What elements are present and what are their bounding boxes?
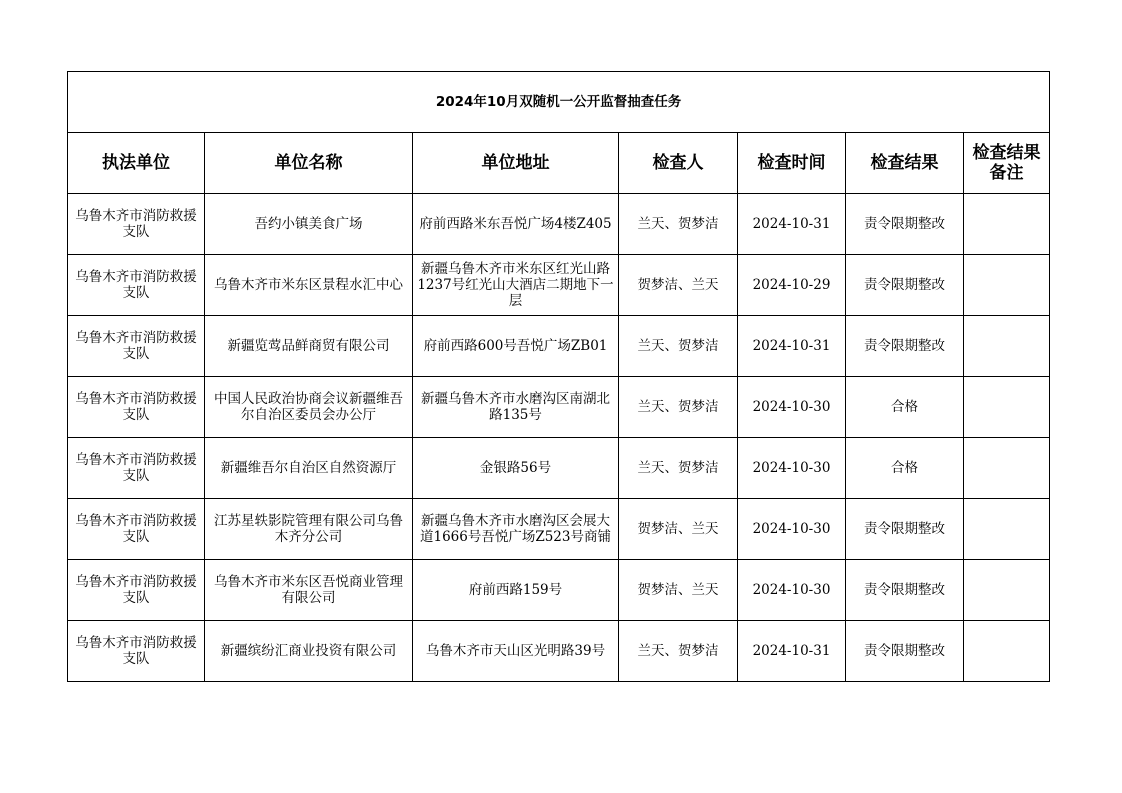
result-remark-cell bbox=[964, 316, 1050, 377]
result-remark-cell bbox=[964, 255, 1050, 316]
inspection-date-cell: 2024-10-31 bbox=[738, 194, 846, 255]
table-row bbox=[68, 316, 1050, 377]
enforcement-unit-cell: 乌鲁木齐市消防救援支队 bbox=[68, 621, 205, 682]
header-inspection-date: 检查时间 bbox=[738, 133, 846, 194]
inspection-date-cell: 2024-10-30 bbox=[738, 377, 846, 438]
table-row bbox=[68, 499, 1050, 560]
inspector-cell: 贺梦洁、兰天 bbox=[619, 560, 738, 621]
result-remark-cell bbox=[964, 499, 1050, 560]
inspection-result-cell: 责令限期整改 bbox=[846, 316, 964, 377]
inspection-result-cell: 责令限期整改 bbox=[846, 560, 964, 621]
header-unit-name: 单位名称 bbox=[205, 133, 413, 194]
inspector-cell: 贺梦洁、兰天 bbox=[619, 499, 738, 560]
result-remark-cell bbox=[964, 194, 1050, 255]
unit-name-cell: 新疆缤纷汇商业投资有限公司 bbox=[205, 621, 413, 682]
table-row bbox=[68, 377, 1050, 438]
inspection-date-cell: 2024-10-30 bbox=[738, 438, 846, 499]
enforcement-unit-cell: 乌鲁木齐市消防救援支队 bbox=[68, 255, 205, 316]
unit-address-cell: 府前西路600号吾悦广场ZB01 bbox=[413, 316, 619, 377]
inspection-result-cell: 合格 bbox=[846, 438, 964, 499]
unit-address-cell: 新疆乌鲁木齐市水磨沟区南湖北路135号 bbox=[413, 377, 619, 438]
unit-name-cell: 吾约小镇美食广场 bbox=[205, 194, 413, 255]
table-row bbox=[68, 560, 1050, 621]
enforcement-unit-cell: 乌鲁木齐市消防救援支队 bbox=[68, 499, 205, 560]
table-row bbox=[68, 255, 1050, 316]
inspection-date-cell: 2024-10-31 bbox=[738, 316, 846, 377]
inspector-cell: 贺梦洁、兰天 bbox=[619, 255, 738, 316]
inspector-cell: 兰天、贺梦洁 bbox=[619, 316, 738, 377]
unit-name-cell: 新疆维吾尔自治区自然资源厅 bbox=[205, 438, 413, 499]
sheet-title: 2024年10月双随机一公开监督抽查任务 bbox=[68, 72, 1050, 133]
unit-name-cell: 新疆览莺品鲜商贸有限公司 bbox=[205, 316, 413, 377]
result-remark-cell bbox=[964, 377, 1050, 438]
header-inspector: 检查人 bbox=[619, 133, 738, 194]
result-remark-cell bbox=[964, 560, 1050, 621]
title-row bbox=[68, 72, 1050, 133]
table-row bbox=[68, 621, 1050, 682]
inspection-date-cell: 2024-10-31 bbox=[738, 621, 846, 682]
unit-address-cell: 新疆乌鲁木齐市米东区红光山路1237号红光山大酒店二期地下一层 bbox=[413, 255, 619, 316]
table-row bbox=[68, 194, 1050, 255]
unit-address-cell: 乌鲁木齐市天山区光明路39号 bbox=[413, 621, 619, 682]
enforcement-unit-cell: 乌鲁木齐市消防救援支队 bbox=[68, 560, 205, 621]
inspection-result-cell: 责令限期整改 bbox=[846, 499, 964, 560]
inspection-result-cell: 合格 bbox=[846, 377, 964, 438]
inspector-cell: 兰天、贺梦洁 bbox=[619, 621, 738, 682]
inspection-date-cell: 2024-10-30 bbox=[738, 560, 846, 621]
enforcement-unit-cell: 乌鲁木齐市消防救援支队 bbox=[68, 316, 205, 377]
header-result-remark: 检查结果备注 bbox=[964, 133, 1050, 194]
enforcement-unit-cell: 乌鲁木齐市消防救援支队 bbox=[68, 194, 205, 255]
header-unit-address: 单位地址 bbox=[413, 133, 619, 194]
inspection-result-cell: 责令限期整改 bbox=[846, 621, 964, 682]
inspector-cell: 兰天、贺梦洁 bbox=[619, 438, 738, 499]
result-remark-cell bbox=[964, 438, 1050, 499]
header-row bbox=[68, 133, 1050, 194]
unit-address-cell: 府前西路159号 bbox=[413, 560, 619, 621]
unit-address-cell: 金银路56号 bbox=[413, 438, 619, 499]
enforcement-unit-cell: 乌鲁木齐市消防救援支队 bbox=[68, 377, 205, 438]
unit-name-cell: 江苏星轶影院管理有限公司乌鲁木齐分公司 bbox=[205, 499, 413, 560]
header-enforcement-unit: 执法单位 bbox=[68, 133, 205, 194]
inspector-cell: 兰天、贺梦洁 bbox=[619, 377, 738, 438]
header-inspection-result: 检查结果 bbox=[846, 133, 964, 194]
inspection-date-cell: 2024-10-30 bbox=[738, 499, 846, 560]
inspector-cell: 兰天、贺梦洁 bbox=[619, 194, 738, 255]
result-remark-cell bbox=[964, 621, 1050, 682]
unit-address-cell: 新疆乌鲁木齐市水磨沟区会展大道1666号吾悦广场Z523号商铺 bbox=[413, 499, 619, 560]
enforcement-unit-cell: 乌鲁木齐市消防救援支队 bbox=[68, 438, 205, 499]
inspection-result-cell: 责令限期整改 bbox=[846, 255, 964, 316]
inspection-date-cell: 2024-10-29 bbox=[738, 255, 846, 316]
unit-address-cell: 府前西路米东吾悦广场4楼Z405 bbox=[413, 194, 619, 255]
unit-name-cell: 乌鲁木齐市米东区吾悦商业管理有限公司 bbox=[205, 560, 413, 621]
inspection-table bbox=[67, 71, 1050, 682]
inspection-result-cell: 责令限期整改 bbox=[846, 194, 964, 255]
table-row bbox=[68, 438, 1050, 499]
unit-name-cell: 中国人民政治协商会议新疆维吾尔自治区委员会办公厅 bbox=[205, 377, 413, 438]
unit-name-cell: 乌鲁木齐市米东区景程水汇中心 bbox=[205, 255, 413, 316]
